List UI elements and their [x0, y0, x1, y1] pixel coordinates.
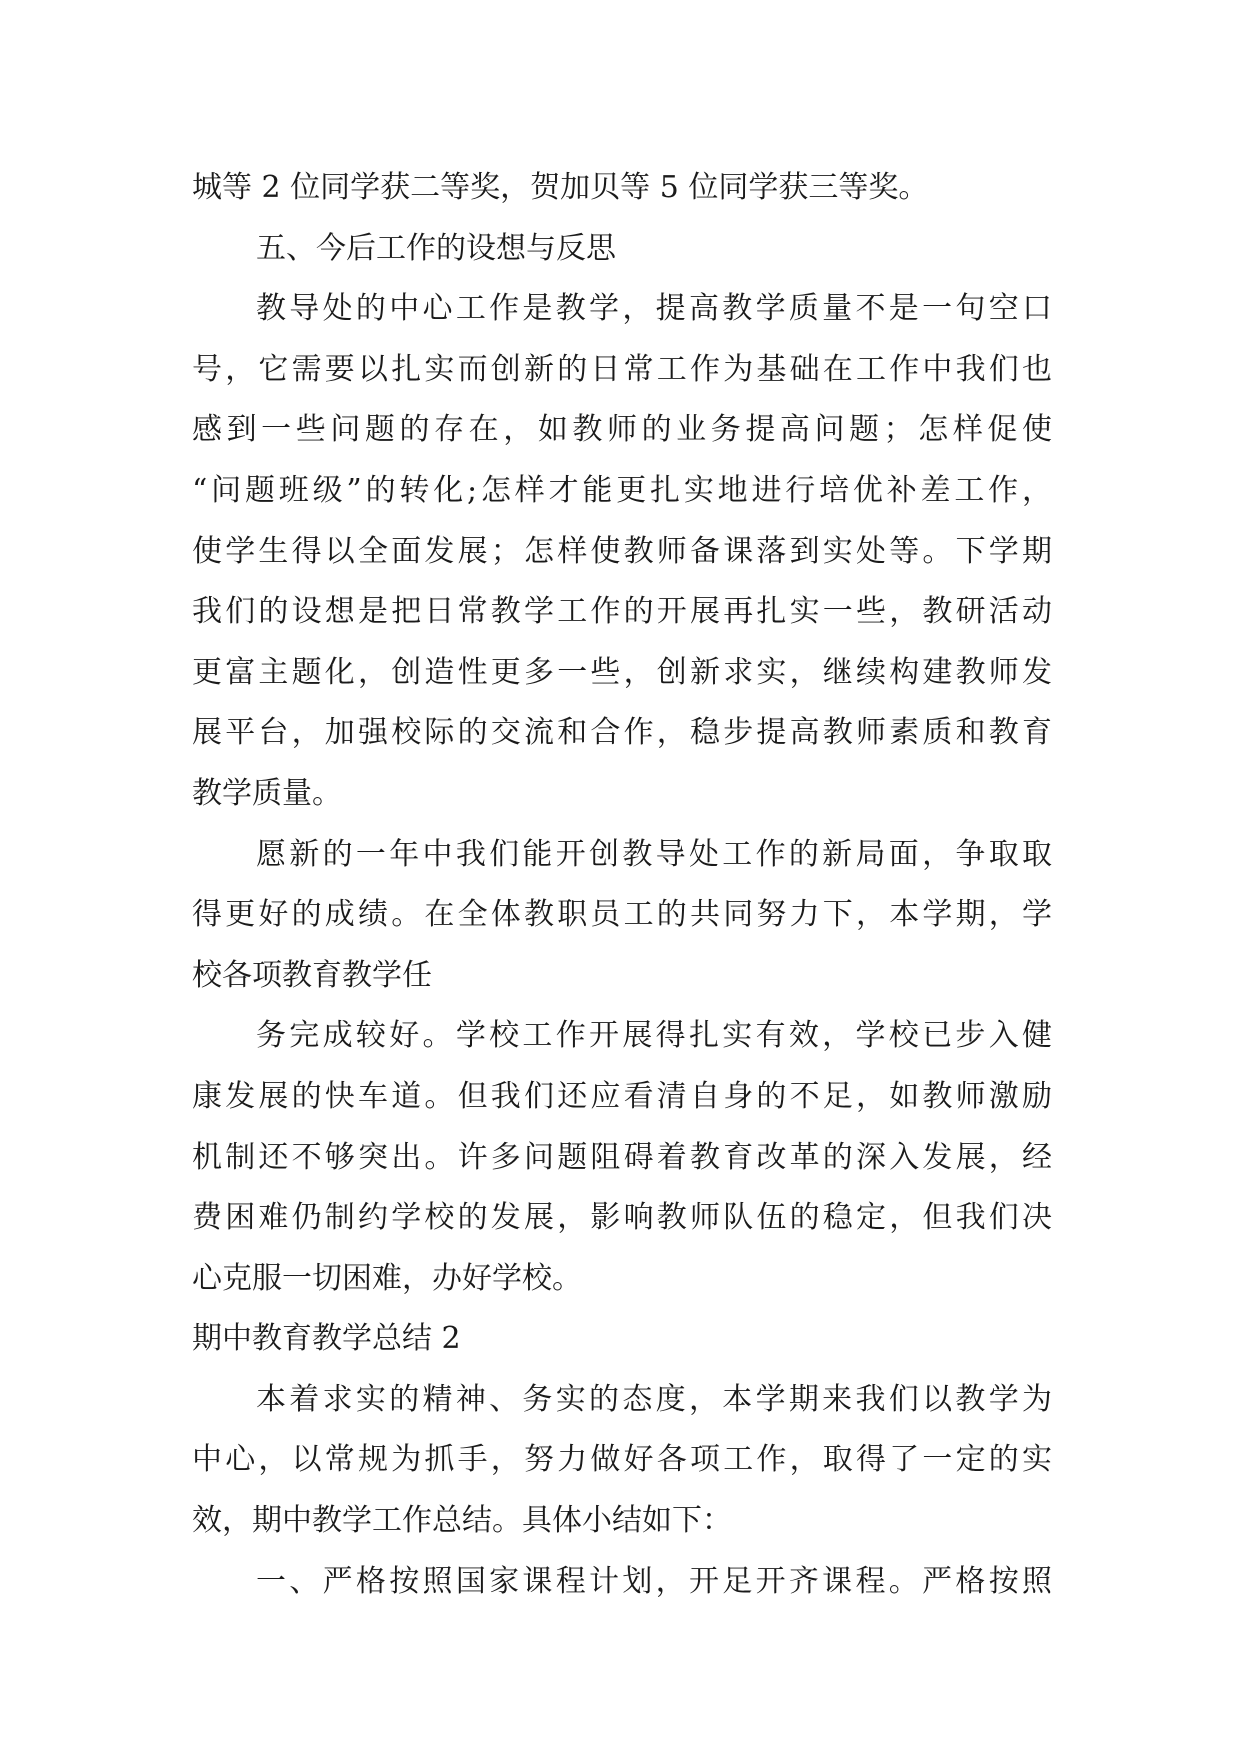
text-line: 号，它需要以扎实而创新的日常工作为基础在工作中我们也	[192, 351, 1052, 387]
document-title: 期中教育教学总结 2	[192, 1321, 461, 1357]
text-line: 更富主题化，创造性更多一些，创新求实，继续构建教师发	[192, 654, 1052, 690]
text-line: 感到一些问题的存在，如教师的业务提高问题；怎样促使	[192, 412, 1052, 448]
text-line: 一、严格按照国家课程计划，开足开齐课程。严格按照	[256, 1563, 1052, 1599]
text-line: 务完成较好。学校工作开展得扎实有效，学校已步入健	[256, 1018, 1052, 1054]
text-line: 校各项教育教学任	[192, 957, 432, 993]
text-line: “问题班级”的转化;怎样才能更扎实地进行培优补差工作，	[192, 472, 1052, 508]
text-line: 康发展的快车道。但我们还应看清自身的不足，如教师激励	[192, 1078, 1052, 1114]
text-line: 本着求实的精神、务实的态度，本学期来我们以教学为	[256, 1381, 1052, 1417]
text-line: 教导处的中心工作是教学，提高教学质量不是一句空口	[256, 291, 1052, 327]
text-line: 费困难仍制约学校的发展，影响教师队伍的稳定，但我们决	[192, 1200, 1052, 1236]
text-line: 教学质量。	[192, 775, 342, 811]
text-line: 城等 2 位同学获二等奖，贺加贝等 5 位同学获三等奖。	[192, 170, 929, 205]
section-heading: 五、今后工作的设想与反思	[256, 230, 616, 266]
text-line: 展平台，加强校际的交流和合作，稳步提高教师素质和教育	[192, 715, 1052, 751]
text-line: 使学生得以全面发展；怎样使教师备课落到实处等。下学期	[192, 533, 1052, 569]
document-body	[192, 158, 1052, 1612]
text-line: 心克服一切困难，办好学校。	[192, 1260, 582, 1296]
text-line: 愿新的一年中我们能开创教导处工作的新局面，争取取	[256, 836, 1052, 872]
text-line: 我们的设想是把日常教学工作的开展再扎实一些，教研活动	[192, 594, 1052, 630]
text-line: 得更好的成绩。在全体教职员工的共同努力下，本学期，学	[192, 897, 1052, 933]
text-line: 效，期中教学工作总结。具体小结如下：	[192, 1503, 732, 1539]
text-line: 机制还不够突出。许多问题阻碍着教育改革的深入发展，经	[192, 1139, 1052, 1175]
text-line: 中心，以常规为抓手，努力做好各项工作，取得了一定的实	[192, 1442, 1052, 1478]
